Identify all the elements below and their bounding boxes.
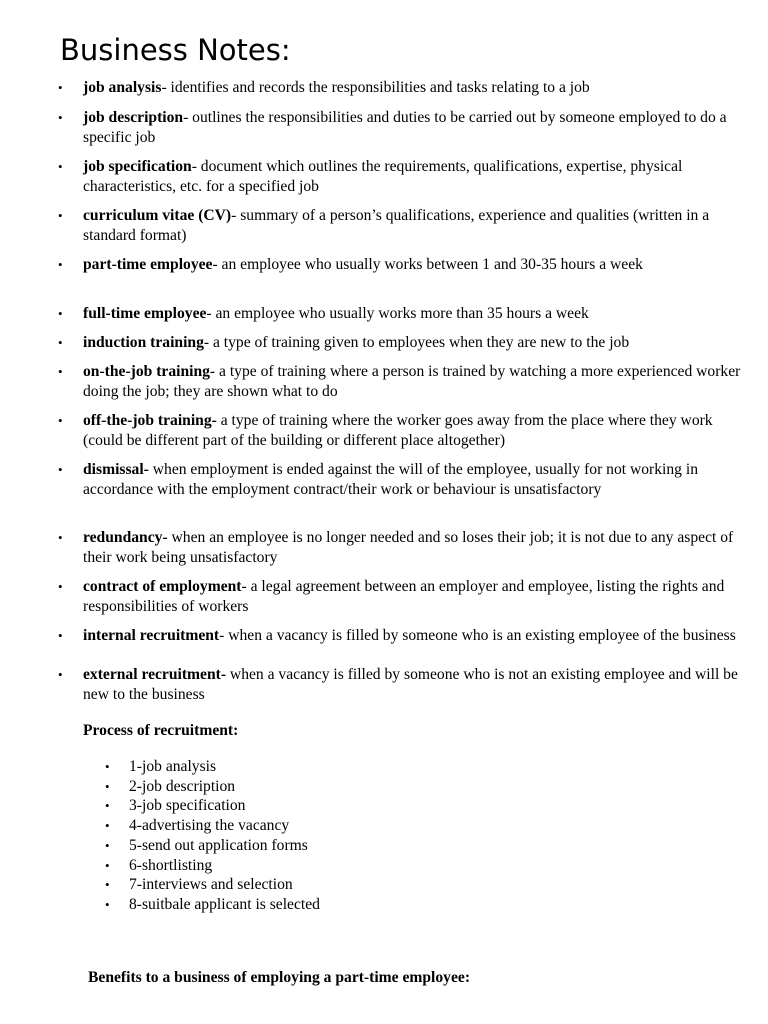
definition-item xyxy=(58,255,743,275)
definition-term: redundancy- xyxy=(83,529,168,546)
definition-term: internal recruitment xyxy=(83,627,220,644)
bullet-icon: • xyxy=(105,837,110,853)
definition-text: - a legal agreement between an employer and employee, listing the rights and responsibilities of workers xyxy=(83,578,725,615)
definition-text: - an employee who usually works between 1 and 30-35 hours a week xyxy=(212,256,643,273)
definition-text: - document which outlines the requirements, qualifications, expertise, physical characteristics, etc. for a specified job xyxy=(83,158,683,195)
page-title: Business Notes: xyxy=(60,33,291,67)
bullet-icon: • xyxy=(105,877,110,893)
definition-item xyxy=(58,362,743,402)
definition-text: - a type of training given to employees when they are new to the job xyxy=(203,334,630,351)
process-step-text: 7-interviews and selection xyxy=(129,876,293,894)
definition-term: job description xyxy=(83,109,184,126)
bullet-icon: • xyxy=(58,306,63,321)
bullet-icon: • xyxy=(58,257,63,272)
definition-term: off-the-job training- xyxy=(83,412,217,429)
process-step-text: 4-advertising the vacancy xyxy=(129,817,290,835)
bullet-icon: • xyxy=(105,778,110,794)
bullet-icon: • xyxy=(58,335,63,350)
process-step-text: 6-shortlisting xyxy=(129,856,213,874)
definition-text: - an employee who usually works more than 35 hours a week xyxy=(206,305,589,322)
process-step-text: 3-job specification xyxy=(129,797,246,815)
definition-item xyxy=(58,78,743,98)
bullet-icon: • xyxy=(58,208,63,223)
process-steps-list xyxy=(105,757,320,915)
definition-item xyxy=(58,411,743,451)
benefits-heading: Benefits to a business of employing a part-time employee: xyxy=(88,969,471,986)
definition-text: when employment is ended against the will of the employee, usually for not working in accordance with the employment contract/their work or behaviour is unsatisfactory xyxy=(83,461,698,498)
definition-term: part-time employee xyxy=(83,256,213,273)
process-step xyxy=(105,796,320,816)
process-heading: Process of recruitment: xyxy=(83,722,239,739)
definition-text: - outlines the responsibilities and duties to be carried out by someone employed to do a specific job xyxy=(83,109,727,146)
process-step-text: 2-job description xyxy=(129,777,236,795)
definition-term: dismissal- xyxy=(83,461,149,478)
definition-item xyxy=(58,108,743,148)
process-step xyxy=(105,895,320,915)
bullet-icon: • xyxy=(105,759,110,774)
bullet-icon: • xyxy=(105,857,110,873)
definition-item xyxy=(58,528,743,568)
definition-item xyxy=(58,626,743,646)
definition-term: on-the-job training xyxy=(83,363,210,380)
process-step-text: 1-job analysis xyxy=(129,758,217,775)
definition-text: - summary of a person’s qualifications, experience and qualities (written in a standard format) xyxy=(83,207,710,244)
bullet-icon: • xyxy=(105,818,110,834)
definition-text: when a vacancy is filled by someone who is not an existing employee and will be new to the business xyxy=(83,666,738,703)
definition-item xyxy=(58,460,743,500)
bullet-icon: • xyxy=(58,80,63,95)
process-step-text: 5-send out application forms xyxy=(129,836,308,854)
process-step xyxy=(105,856,320,876)
bullet-icon: • xyxy=(105,798,110,814)
bullet-icon: • xyxy=(58,530,63,545)
definition-item xyxy=(58,333,743,353)
bullet-icon: • xyxy=(58,462,63,477)
bullet-icon: • xyxy=(58,110,63,125)
bullet-icon: • xyxy=(58,364,63,379)
definition-term: job specification xyxy=(83,158,192,175)
definition-term: full-time employee xyxy=(83,305,207,322)
process-step xyxy=(105,757,320,777)
definition-item xyxy=(58,304,743,324)
bullet-icon: • xyxy=(58,628,63,643)
definition-term: job analysis xyxy=(83,79,162,96)
process-step-text: 8-suitbale applicant is selected xyxy=(129,895,320,913)
process-step xyxy=(105,875,320,895)
process-step xyxy=(105,777,320,797)
definition-text: - identifies and records the responsibilities and tasks relating to a job xyxy=(161,79,590,96)
bullet-icon: • xyxy=(105,896,110,912)
bullet-icon: • xyxy=(58,413,63,428)
definition-term: induction training xyxy=(83,334,204,351)
bullet-icon: • xyxy=(58,579,63,594)
definition-item xyxy=(58,665,743,705)
definition-term: contract of employment xyxy=(83,578,242,595)
definition-text: - a type of training where a person is trained by watching a more experienced worker doing the job; they are shown what to do xyxy=(83,363,741,400)
process-step xyxy=(105,836,320,856)
definition-item xyxy=(58,206,743,246)
definition-term: curriculum vitae (CV) xyxy=(83,207,232,224)
bullet-icon: • xyxy=(58,159,63,174)
definition-term: external recruitment- xyxy=(83,666,227,683)
definition-item xyxy=(58,157,743,197)
definition-text: a type of training where the worker goes away from the place where they work (could be different part of the building or different place altogether) xyxy=(83,412,713,449)
definition-item xyxy=(58,577,743,617)
definition-text: when an employee is no longer needed and so loses their job; it is not due to any aspect of their work being unsatisfactory xyxy=(83,529,734,566)
definition-text: - when a vacancy is filled by someone who is an existing employee of the business xyxy=(219,627,736,644)
process-step xyxy=(105,816,320,836)
bullet-icon: • xyxy=(58,667,63,682)
